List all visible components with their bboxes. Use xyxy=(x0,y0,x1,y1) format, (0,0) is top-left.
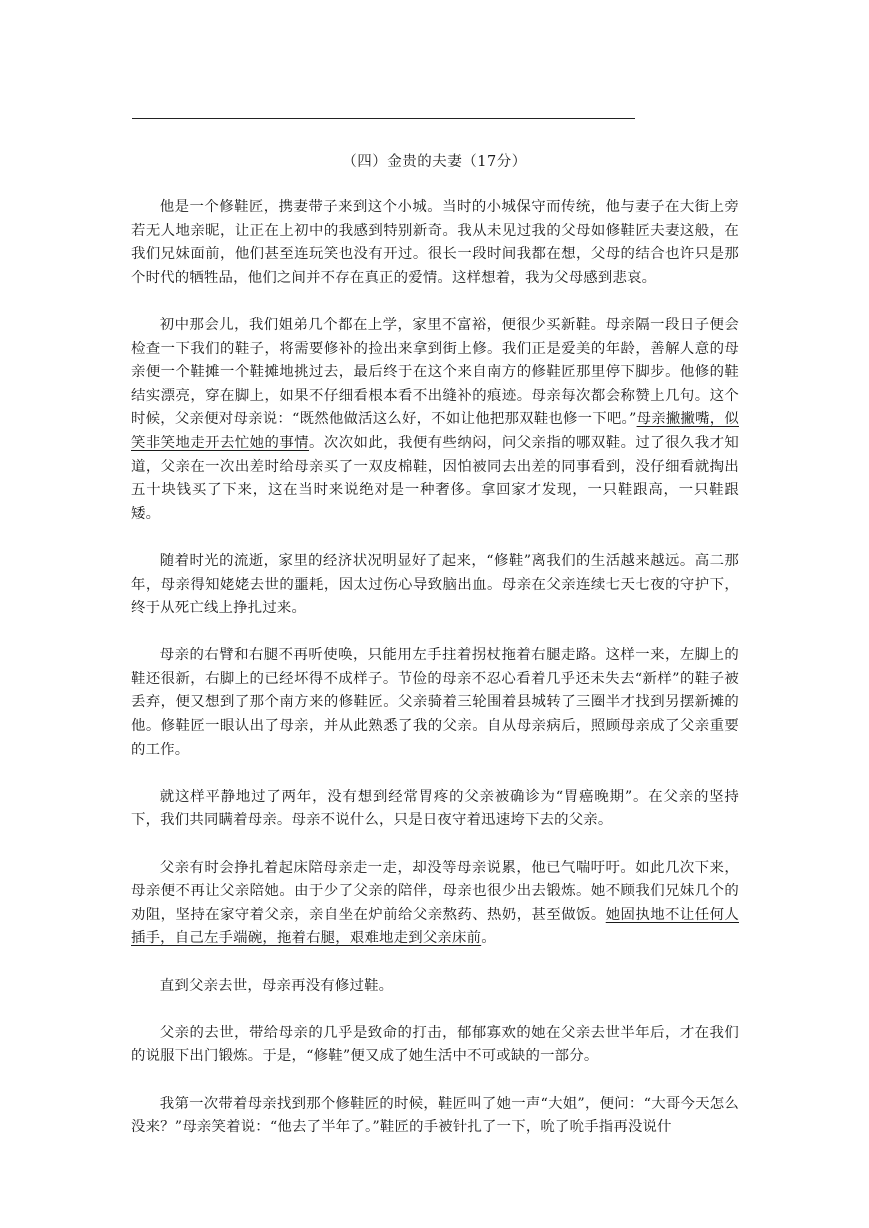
article-body xyxy=(131,196,739,1140)
paragraph xyxy=(131,1022,739,1069)
paragraph-text: 随着时光的流逝，家里的经济状况明显好了起来，“修鞋”离我们的生活越来越远。高二那年，母亲得知姥姥去世的噩耗，因太过伤心导致脑出血。母亲在父亲连续七天七夜的守护下，终于从死亡线上挣扎过来。 xyxy=(131,552,739,617)
paragraph-text: 父亲的去世，带给母亲的几乎是致命的打击，郁郁寡欢的她在父亲去世半年后，才在我们的说服下出门锻炼。于是，“修鞋”便又成了她生活中不可或缺的一部分。 xyxy=(131,1024,739,1065)
paragraph xyxy=(131,1093,739,1140)
underlined-sentence: 她固执地不让任何人插手，自己左手端碗，拖着右腿，艰难地走到父亲床前 xyxy=(131,906,739,947)
paragraph-text: 初中那会儿，我们姐弟几个都在上学，家里不富裕，便很少买新鞋。母亲隔一段日子便会检查一下我们的鞋子，将需要修补的捡出来拿到街上修。我们正是爱美的年龄，善解人意的母亲便一个鞋摊一个鞋摊地挑过去，最后终于在这个来自南方的修鞋匠那里停下脚步。他修的鞋结实漂亮，穿在脚上，如果不仔细看根本看不出缝补的痕迹。母亲每次都会称赞上几句。这个时候，父亲便对母亲说：“既然他做活这么好，不如让他把那双鞋也修一下吧。” xyxy=(131,316,739,428)
paragraph-text: 就这样平静地过了两年，没有想到经常胃疼的父亲被确诊为“胃癌晚期”。在父亲的坚持下，我们共同瞒着母亲。母亲不说什么，只是日夜守着迅速垮下去的父亲。 xyxy=(131,788,739,829)
paragraph xyxy=(131,786,739,833)
underlined-sentence: 母亲撇撇嘴，似笑非笑地走开去忙她的事情 xyxy=(131,411,739,451)
paragraph xyxy=(131,857,739,951)
section-title: （四）金贵的夫妻（17分） xyxy=(342,154,527,170)
paragraph-text: 父亲有时会挣扎着起床陪母亲走一走，却没等母亲说累，他已气喘吁吁。如此几次下来，母亲便不再让父亲陪她。由于少了父亲的陪伴，母亲也很少出去锻炼。她不顾我们兄妹几个的劝阻，坚持在家守着父亲，亲自坐在炉前给父亲熬药、热奶，甚至做饭。 xyxy=(131,859,739,923)
top-horizontal-rule xyxy=(132,118,635,119)
paragraph xyxy=(131,644,739,762)
paragraph xyxy=(131,550,739,621)
paragraph-text: 。次次如此，我便有些纳闷，问父亲指的哪双鞋。过了很久我才知道，父亲在一次出差时给母亲买了一双皮棉鞋，因怕被同去出差的同事看到，没仔细看就掏出五十块钱买了下来，这在当时来说绝对是一种奢侈。拿回家才发现，一只鞋跟高，一只鞋跟矮。 xyxy=(131,434,739,522)
paragraph-text: 。 xyxy=(481,930,496,947)
paragraph xyxy=(131,975,739,999)
paragraph-text: 我第一次带着母亲找到那个修鞋匠的时候，鞋匠叫了她一声“大姐”，便问：“大哥今天怎么没来？”母亲笑着说：“他去了半年了。”鞋匠的手被针扎了一下，吮了吮手指再没说什 xyxy=(131,1095,739,1136)
paragraph-text: 他是一个修鞋匠，携妻带子来到这个小城。当时的小城保守而传统，他与妻子在大街上旁若无人地亲昵，让正在上初中的我感到特别新奇。我从未见过我的父母如修鞋匠夫妻这般，在我们兄妹面前，他们甚至连玩笑也没有开过。很长一段时间我都在想，父母的结合也许只是那个时代的牺牲品，他们之间并不存在真正的爱情。这样想着，我为父母感到悲哀。 xyxy=(131,199,739,286)
paragraph-text: 母亲的右臂和右腿不再听使唤，只能用左手拄着拐杖拖着右腿走路。这样一来，左脚上的鞋还很新，右脚上的已经坏得不成样子。节俭的母亲不忍心看着几乎还未失去“新样”的鞋子被丢弃，便又想到了那个南方来的修鞋匠。父亲骑着三轮围着县城转了三圈半才找到另摆新摊的他。修鞋匠一眼认出了母亲，并从此熟悉了我的父亲。自从母亲病后，照顾母亲成了父亲重要的工作。 xyxy=(131,647,739,758)
paragraph-text: 直到父亲去世，母亲再没有修过鞋。 xyxy=(159,977,394,994)
paragraph xyxy=(131,196,739,290)
paragraph xyxy=(131,314,739,526)
